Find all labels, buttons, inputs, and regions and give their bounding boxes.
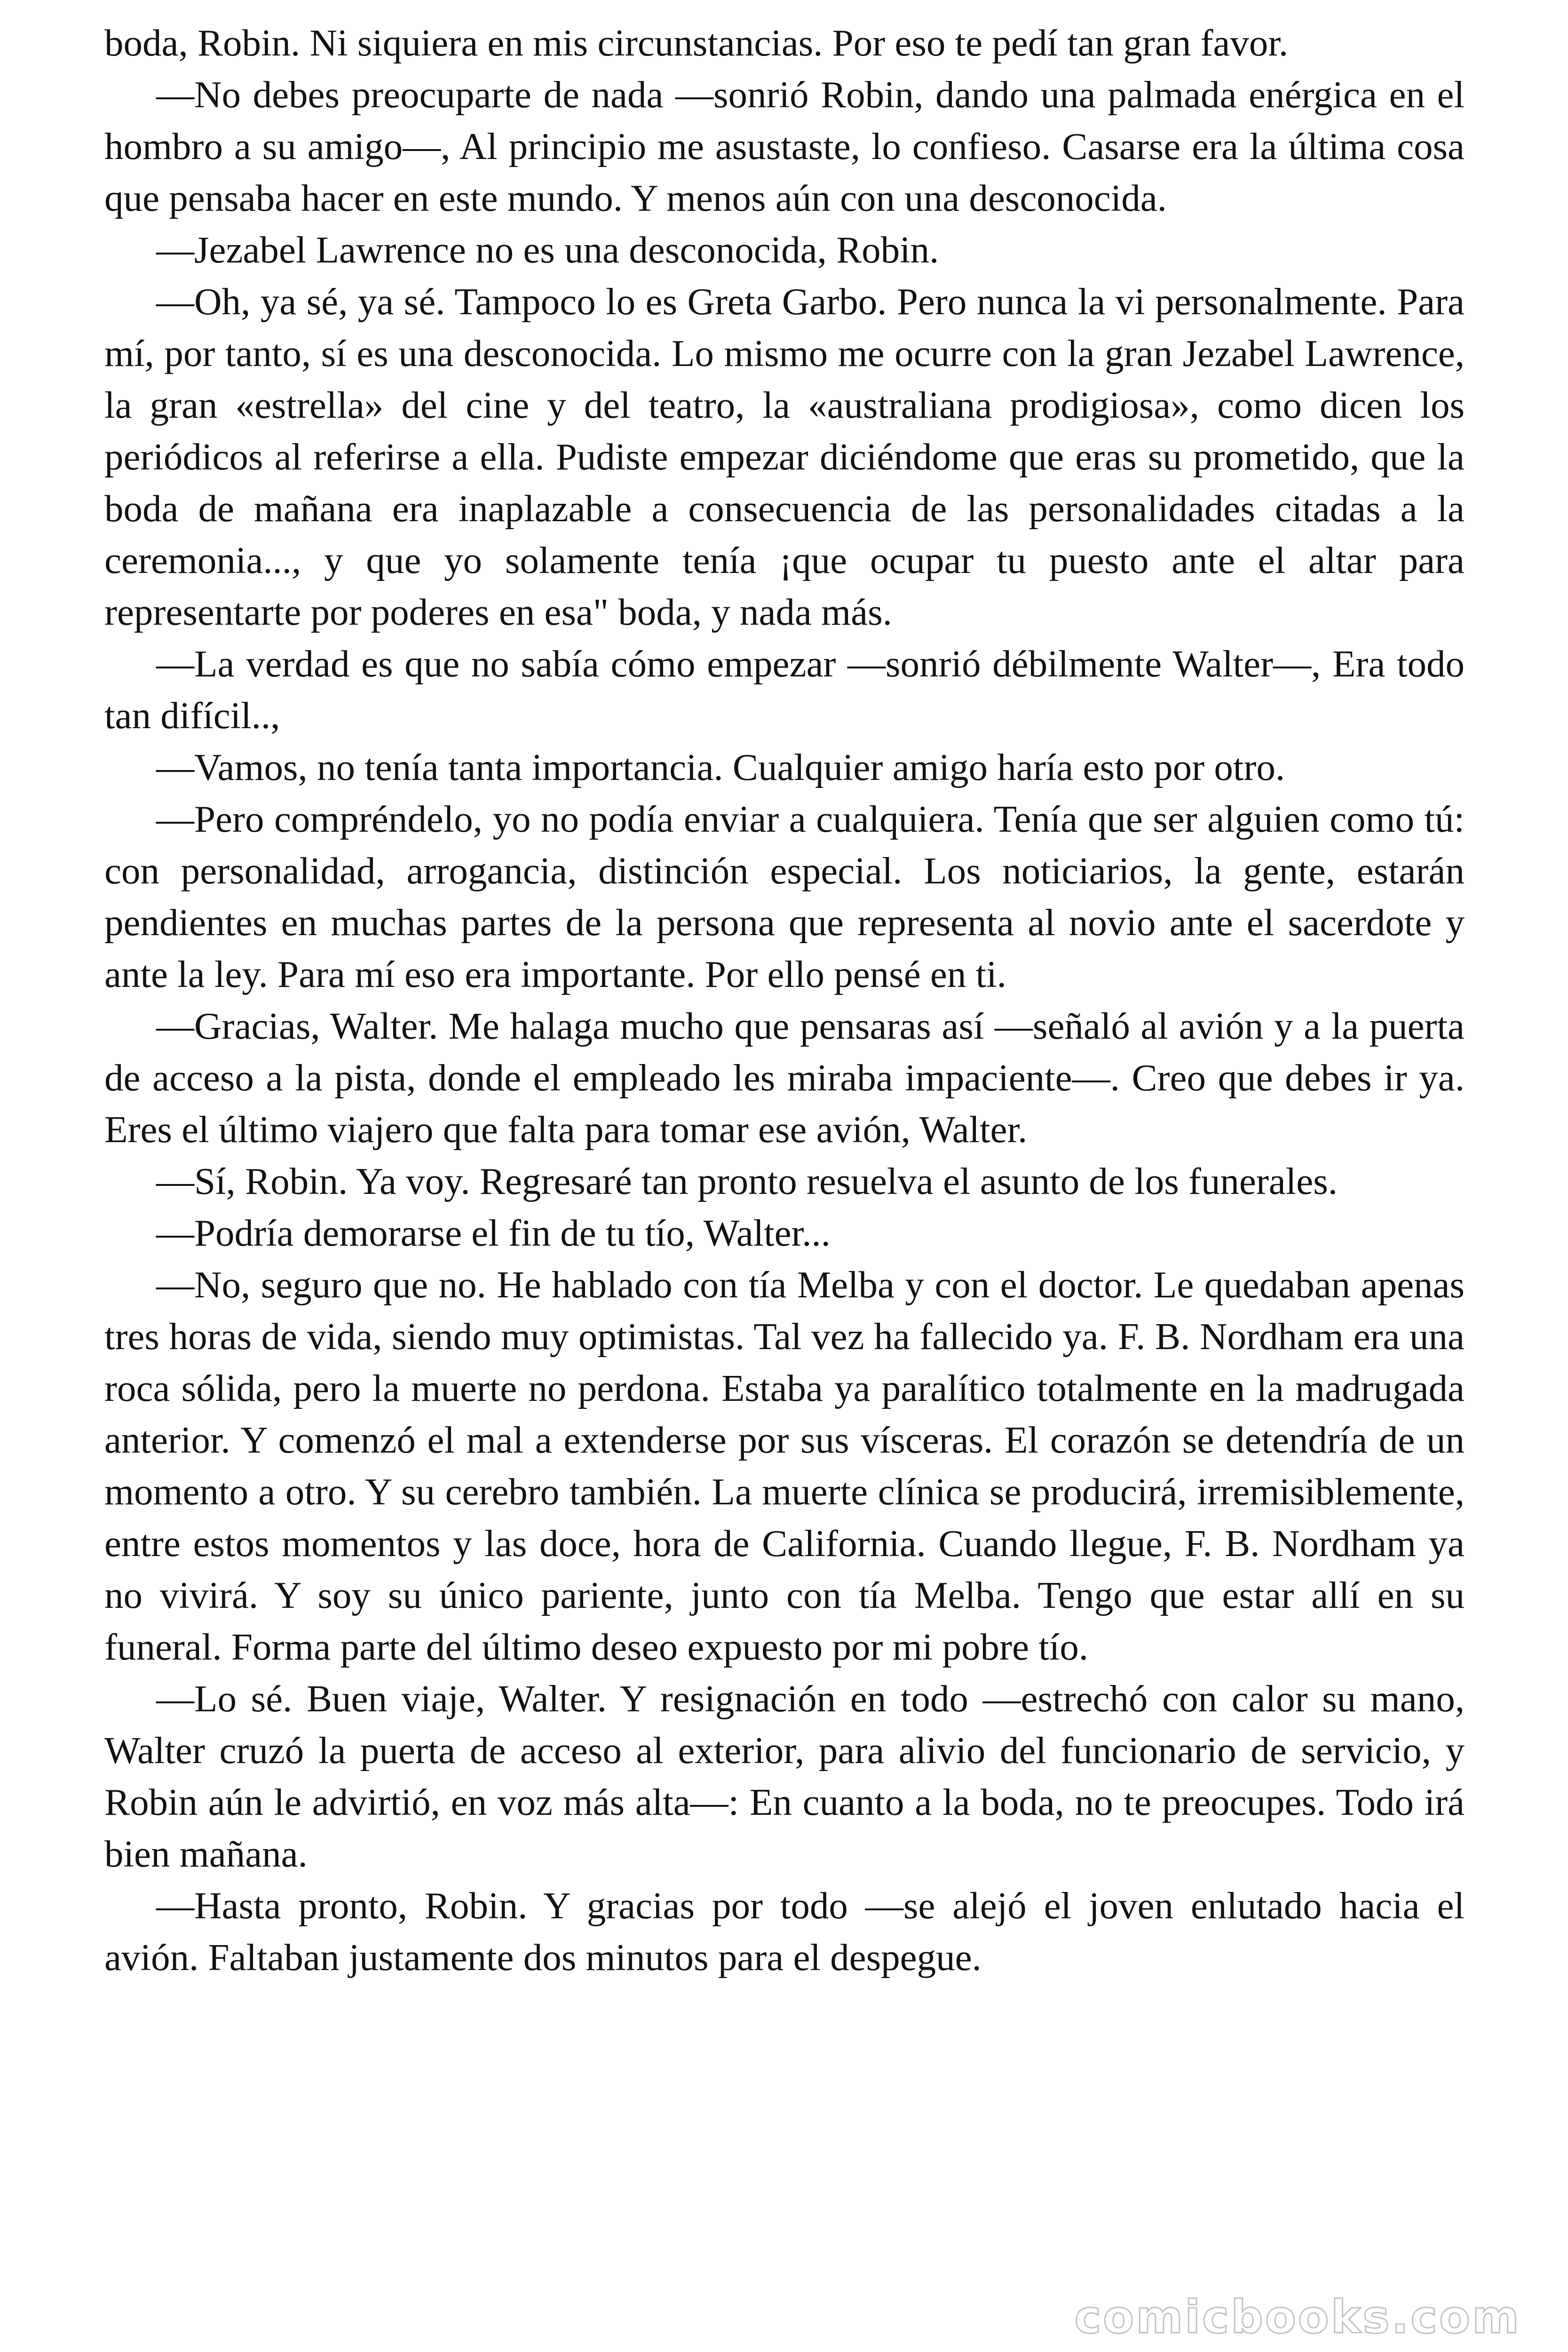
paragraph: —Lo sé. Buen viaje, Walter. Y resignación en todo —estrechó con calor su mano, Walter cruzó la puerta de acceso al exterior, para alivio del funcionario de servicio, y Robin aún le advirtió, en voz más alta—: En cuanto a la boda, no te preocupes. Todo irá bien mañana. <box>104 1677 1465 1875</box>
paragraph: —No, seguro que no. He hablado con tía Melba y con el doctor. Le quedaban apenas tres horas de vida, siendo muy optimistas. Tal vez ha fallecido ya. F. B. Nordham era una roca sólida, pero la muerte no perdona. Estaba ya paralítico totalmente en la madrugada anterior. Y comenzó el mal a extenderse por sus vísceras. El corazón se detendría de un momento a otro. Y su cerebro también. La muerte clínica se producirá, irremisiblemente, entre estos momentos y las doce, hora de California. Cuando llegue, F. B. Nordham ya no vivirá. Y soy su único pariente, junto con tía Melba. Tengo que estar allí en su funeral. Forma parte del último deseo expuesto por mi pobre tío. <box>104 1263 1465 1668</box>
paragraph: —Gracias, Walter. Me halaga mucho que pensaras así —señaló al avión y a la puerta de acceso a la pista, donde el empleado les miraba impaciente—. Creo que debes ir ya. Eres el último viajero que falta para tomar ese avión, Walter. <box>104 1005 1465 1151</box>
paragraph: —Pero compréndelo, yo no podía enviar a cualquiera. Tenía que ser alguien como tú: con personalidad, arrogancia, distinción especial. Los noticiarios, la gente, estarán pendientes en muchas partes de la persona que representa al novio ante el sacerdote y ante la ley. Para mí eso era importante. Por ello pensé en ti. <box>104 798 1465 995</box>
paragraph: —Oh, ya sé, ya sé. Tampoco lo es Greta Garbo. Pero nunca la vi personalmente. Para mí, por tanto, sí es una desconocida. Lo mismo me ocurre con la gran Jezabel Lawrence, la gran «estrella» del cine y del teatro, la «australiana prodigiosa», como dicen los periódicos al referirse a ella. Pudiste empezar diciéndome que eras su prometido, que la boda de mañana era inaplazable a consecuencia de las personalidades citadas a la ceremonia..., y que yo solamente tenía ¡que ocupar tu puesto ante el altar para representarte por poderes en esa" boda, y nada más. <box>104 280 1465 633</box>
paragraph: —Podría demorarse el fin de tu tío, Walter... <box>156 1212 831 1254</box>
paragraph: —Vamos, no tenía tanta importancia. Cualquier amigo haría esto por otro. <box>156 746 1285 788</box>
paragraph: —No debes preocuparte de nada —sonrió Robin, dando una palmada enérgica en el hombro a su amigo—, Al principio me asustaste, lo confieso. Casarse era la última cosa que pensaba hacer en este mundo. Y menos aún con una desconocida. <box>104 73 1465 219</box>
paragraph: —Sí, Robin. Ya voy. Regresaré tan pronto resuelva el asunto de los funerales. <box>156 1160 1338 1202</box>
page-text <box>104 17 1465 1983</box>
paragraph: —Jezabel Lawrence no es una desconocida, Robin. <box>156 229 939 271</box>
paragraph: boda, Robin. Ni siquiera en mis circunstancias. Por eso te pedí tan gran favor. <box>104 22 1289 64</box>
paragraph: —Hasta pronto, Robin. Y gracias por todo —se alejó el joven enlutado hacia el avión. Faltaban justamente dos minutos para el despegue. <box>104 1884 1465 1979</box>
watermark: comicbooks.com <box>1074 2291 1521 2344</box>
paragraph: —La verdad es que no sabía cómo empezar —sonrió débilmente Walter—, Era todo tan difícil.., <box>104 643 1465 737</box>
